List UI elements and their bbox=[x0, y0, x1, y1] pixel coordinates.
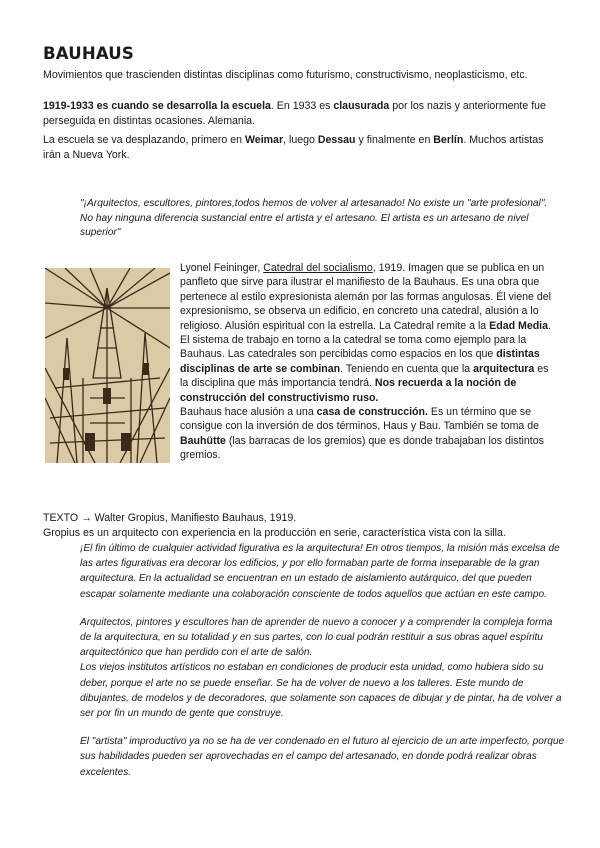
texto-intro: Gropius es un arquitecto con experiencia en la producción en serie, característica vista con la silla. bbox=[43, 526, 506, 539]
manifesto-quote bbox=[80, 541, 565, 780]
bold-bauhutte: Bauhütte bbox=[180, 434, 226, 447]
subtitle: Movimientos que trascienden distintas disciplinas como futurismo, constructivismo, neoplasticismo, etc. bbox=[43, 69, 528, 81]
artist-name: Lyonel Feininger, bbox=[180, 262, 264, 274]
locations-text: y finalmente en bbox=[355, 134, 434, 146]
bold-architecture: arquitectura bbox=[473, 362, 535, 375]
history-text: . En 1933 es bbox=[270, 100, 334, 112]
city-berlin: Berlín bbox=[433, 134, 464, 146]
city-weimar: Weimar bbox=[245, 134, 284, 146]
description-text: (las barracas de los gremios) que es donde trabajaban los distintos gremios. bbox=[180, 434, 544, 462]
manifesto-paragraph-1: ¡El fin último de cualquier actividad figurativa es la arquitectura! En otros tiempos, la misión más excelsa de las artes figurativas era decorar los edificios, y por ello formaban parte de forma inseparable de la gran arquitectura. En la actualidad se encuentran en un estado de aislamiento autárquico, del que pueden escapar solamente mediante una colaboración consciente de todos aquellos que actúan en este campo. bbox=[80, 543, 560, 600]
bold-house: casa de construcción. bbox=[316, 406, 428, 419]
description-text: Bauhaus hace alusión a una bbox=[180, 406, 317, 419]
page-title: BAUHAUS bbox=[43, 44, 134, 63]
description-text: , 1919. Imagen que se publica en un panfleto que sirve para ilustrar el manifiesto de la Bauhaus. Es una obra que pertenece al estilo expresionista alemán por las formas angulosas. Él viene del expresionismo, se observa un edificio, en concreto una catedral, alusión a lo religioso. Alusión espiritual con la estrella. La Catedral remite a la bbox=[180, 262, 551, 332]
locations-text: La escuela se va desplazando, primero en bbox=[43, 134, 245, 146]
feininger-paragraph-2 bbox=[180, 405, 558, 463]
closed-bold: clausurada bbox=[333, 100, 390, 112]
texto-heading: TEXTO → Walter Gropius, Manifiesto Bauhaus, 1919. bbox=[43, 512, 297, 524]
feininger-paragraph-1 bbox=[180, 261, 558, 405]
texto-section bbox=[43, 511, 573, 540]
bold-constructivism: Nos recuerda a la noción de construcción del constructivismo ruso. bbox=[180, 377, 517, 404]
history-text: por los nazis y anteriormente fue perseguida en distintas ocasiones. Alemania. bbox=[43, 100, 546, 127]
bold-disciplines: distintas disciplinas de arte se combinan bbox=[180, 348, 540, 375]
manifesto-paragraph-4: El "artista" improductivo ya no se ha de ver condenado en el futuro al ejercicio de un arte imperfecto, porque sus habilidades pueden ser aprovechadas en el campo del artesanado, en donde podrá realizar obras excelentes. bbox=[80, 736, 565, 778]
description-text: . El sistema de trabajo en torno a la catedral se toma como ejemplo para la Bauhaus. Las catedrales son percibidas como espacios en los que bbox=[180, 319, 551, 361]
cathedral-woodcut-image bbox=[45, 268, 170, 463]
artisan-quote: "¡Arquitectos, escultores, pintores,todos hemos de volver al artesanado! No existe un "arte profesional". No hay ninguna diferencia sustancial entre el artista y el artesano. El artista es un artesano de nivel superior" bbox=[80, 198, 548, 238]
description-text: . Teniendo en cuenta que la bbox=[340, 362, 474, 375]
feininger-description bbox=[180, 261, 558, 463]
work-title: Catedral del socialismo bbox=[263, 262, 373, 274]
locations-text: , luego bbox=[283, 134, 318, 146]
history-paragraph bbox=[43, 99, 568, 128]
city-dessau: Dessau bbox=[317, 134, 356, 146]
description-text: Es un término que se consigue con la inversión de dos términos, Haus y Bau. También se toma de bbox=[180, 406, 540, 433]
description-text: es la disciplina que más importancia tendrá. bbox=[180, 362, 549, 390]
locations-text: . Muchos artistas irán a Nueva York. bbox=[43, 134, 544, 161]
locations-paragraph bbox=[43, 133, 553, 162]
manifesto-paragraph-3: Los viejos institutos artísticos no estaban en condiciones de producir esta unidad, como hubiera sido su deber, porque el arte no se puede enseñar. Se ha de volver de nuevo a los talleres. Este mundo de dibujantes, de modelos y de decoradores, que solamente son capaces de dibujar y de pintar, ha de volver a ser por fin un mundo de gente que construye. bbox=[80, 662, 562, 720]
manifesto-paragraph-2: Arquitectos, pintores y escultores han de aprender de nuevo a conocer y a comprender la compleja forma de la arquitectura, en su totalidad y en sus partes, con lo cual podrán restituir a sus obras aquel espíritu arquitectónico que han perdido con el arte de salón. bbox=[80, 616, 553, 659]
dates-bold: 1919-1933 es cuando se desarrolla la escuela bbox=[43, 100, 271, 112]
bold-edad-media: Edad Media bbox=[489, 319, 549, 332]
cathedral-woodcut-icon bbox=[45, 268, 170, 463]
